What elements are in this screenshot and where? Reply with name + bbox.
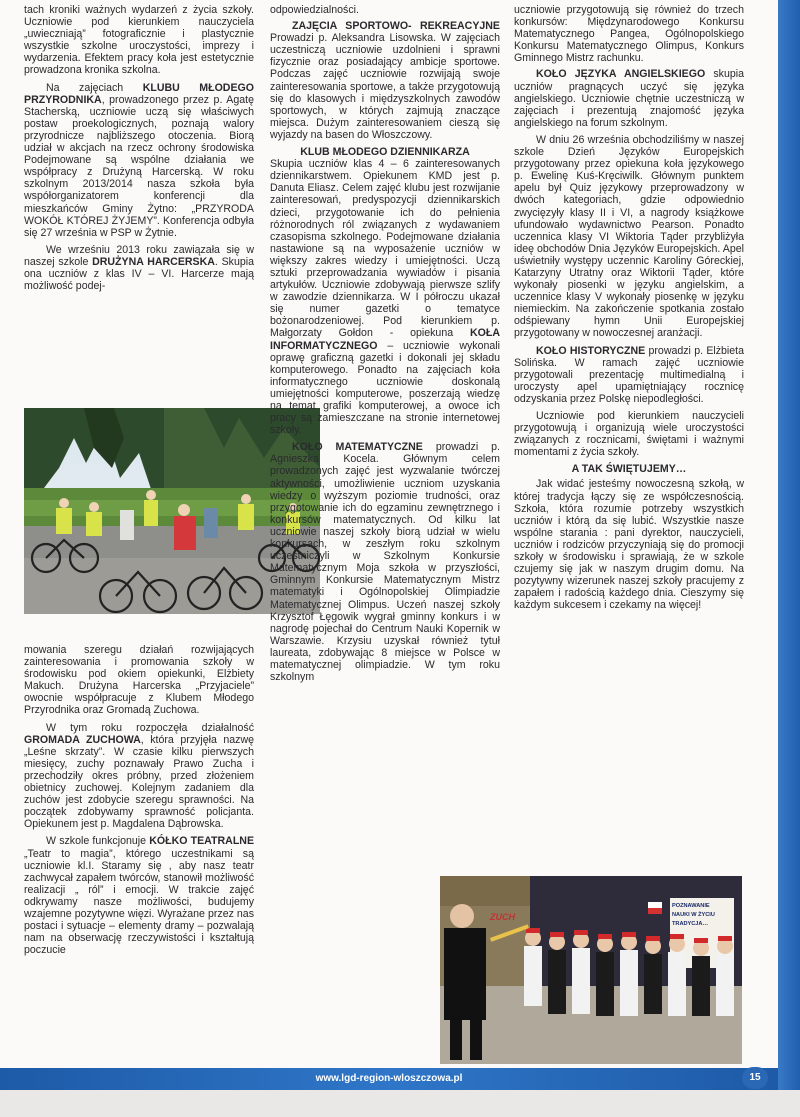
col3-paragraph-3: W dniu 26 września obchodziliśmy w naszej szkole Dzień Języków Europejskich przygotowany przez opiekuna koła językowego p. Ewelinę Kuś-Kręciwilk. Głównym punktem apelu był Quiz językowy przeprowadzony w dwóch kategoriach, gdzie odpowiednio zwycięzyły klasy II i VI, a nagrody książkowe ufundowało wydawnictwo Pearson. Ponadto uczennica klasy VI Wiktoria Tąder przybliżyła ideę obchodów Dnia Języków Europejskich. Apel uświetniły występy uczennic Karoliny Góreckiej, Katarzyny Utratny oraz Wiktorii Tąder, które wykonały piosenki w języku angielskim, a uczennice klasy V wykonały piosenkę w języku niemieckim. Na zakończenie spotkania zostało odśpiewany hymn Unii Europejskiej przygotowany w nowoczesnej aranżacji. <box>514 133 744 340</box>
photo-celebration <box>440 876 742 1064</box>
column-1-continued <box>24 644 254 956</box>
section-heading-celebrate: A TAK ŚWIĘTUJEMY… <box>571 463 687 476</box>
col2-paragraph-4: KOŁO MATEMATYCZNE prowadzi p. Agnieszka Kocela. Głównym celem prowadzonych zajęć jest wyzwalanie twórczej aktywności, umożliwienie uczniom uzyskania wiedzy o wyższym poziomie trudności, oraz przygotowanie ich do egzaminu zewnętrznego i konkursów matematycznych. Od kilku lat uczniowie naszej szkoły biorą udział w wielu konkursach, w zeszłym roku szkolnym uczestniczyli w Szkolnym Konkursie Matematycznym Moja szkoła w przyszłości, Gminnym Konkursie Matematycznym Mistrz matematyki i Ogólnopolskiej Olimpiadzie Matematycznej Olimpus. Uczeń naszej szkoły Krzysztof Łęgowik wygrał gminny konkurs i w nagrodę pojechał do Centrum Nauki Kopernik w Warszawie. Krzysiu uzyskał również tytuł laureata, zdobywając 8 miejsce w Polsce w matematycznej olimpiadzie. W tym roku szkolnym <box>270 441 500 684</box>
club-heading-nature: KLUBU MŁODEGO PRZYRODNIKA <box>24 81 255 106</box>
col3-paragraph-7: Jak widać jesteśmy nowoczesną szkołą, w której tradycja łączy się ze współczesnością. Szkoła, która rozumie potrzeby wszystkich uczniów i którą da się lubić. Wszystkie nasze wspólne starania : pani dyrektor, nauczycieli, uczniów i rodziców przyczyniają się do promocji szkoły w środowisku i sprawiają, że w szkole czujemy się jak w naszym drugim domu. Na pozytywny wizerunek naszej szkoły pracujemy z zapałem i radością każdego dnia. Cieszymy się każdym sukcesem i czekamy na więcej! <box>514 478 744 612</box>
celebration-banner-text: POZNAWANIE NAUKI W ŻYCIU TRADYCJA… <box>672 903 715 927</box>
page-number: 15 <box>742 1067 768 1089</box>
club-heading-journalist: KLUB MŁODEGO DZIENNIKARZA <box>300 146 470 159</box>
club-heading-english: KOŁO JĘZYKA ANGIELSKIEGO <box>536 68 706 81</box>
col1-paragraph-4: mowania szeregu działań rozwijających zainteresowania i promowania szkoły w środowisku pod okiem opiekunki, Elżbiety Makuch. Drużyna Harcerska „Przyjaciele” owocnie współpracuje z Klubem Młodego Przyrodnika oraz Gromadą Zuchowa. <box>24 644 254 717</box>
col2-paragraph-3: Skupia uczniów klas 4 – 6 zainteresowanych dziennikarstwem. Opiekunem KMD jest p. Danuta Eliasz. Celem zajęć klubu jest rozwijanie zainteresowań, predyspozycji dziennikarskich dzieci, przygotowanie ich do pełnienia różnorodnych ról związanych z wydawaniem czasopisma szkolnego. Podejmowane działania nastawione są na wyposażenie uczniów w większy zakres wiedzy i umiejętności. Uczą sztuki przeprowadzania wywiadów i pisania artykułów. Uczniowie zdobywają pierwsze szlify w zawodzie dziennikarza. W I półroczu ukazał się numer gazetki o tematyce bożonarodzeniowej. Pod kierunkiem p. Małgorzaty Gołdon - opiekuna KOŁA INFORMATYCZNEGO – uczniowie wykonali oprawę graficzną gazetki i dokonali jej składu komputerowego. Ponadto na zajęciach koła informatycznego uczniowie doskonalą umiejętności komputerowe, poszerzają wiedzę na temat grafiki komputerowej, a owoce ich pracy są zamieszczane na stronie internetowej szkoły. <box>270 158 500 437</box>
col1-paragraph-5: W tym roku rozpoczęła działalność GROMADA ZUCHOWA, która przyjęła nazwę „Leśne skrzaty”. W czasie kilku pierwszych miesięcy, zuchy poznawały Prawo Zucha i przechodziły okres próbny, przed złożeniem obietnicy zuchowej. Kolejnym zadaniem dla zuchów jest zdobycie szeregu sprawności. Na początek zdobywamy sprawność policjanta. Opiekunem jest p. Magdalena Dąbrowska. <box>24 721 255 831</box>
club-heading-theatre: KÓŁKO TEATRALNE <box>149 835 255 848</box>
column-1 <box>24 4 254 292</box>
col3-paragraph-4: KOŁO HISTORYCZNE prowadzi p. Elżbieta Solińska. W ramach zajęć uczniowie przygotowali prezentację multimedialną i uroczysty apel upamiętniający rocznicę odzyskania przez Polskę niepodległości. <box>514 344 745 405</box>
col3-paragraph-2: KOŁO JĘZYKA ANGIELSKIEGO skupia uczniów pragnących uczyć się języka angielskiego. Uczniowie chętnie uczestniczą w zajęciach i prezentują znajomość języka angielskiego na forum szkolnym. <box>514 68 744 129</box>
club-heading-sports: ZAJĘCIA SPORTOWO- REKREACYJNE <box>292 20 500 33</box>
col1-paragraph-6: W szkole funkcjonuje KÓŁKO TEATRALNE „Teatr to magia”, którego uczestnikami są uczniowie kl.I. Staramy się , aby nasz teatr zachwycał zapałem twórców, stanowił możliwość realizacji „ ról” i emocji. W trakcie zajęć odkrywamy nasze możliwości, budujemy wzajemne pozytywne więzi. Wyrażane przez nas postaci i sytuacje – elementy dramy – pozwalają nam na obserwację rzeczywistości i kształtują poczucie <box>24 835 255 957</box>
col1-paragraph-1: tach kroniki ważnych wydarzeń z życia szkoły. Uczniowie pod kierunkiem nauczyciela „uwieczniają” fotograficznie i plastycznie wszystkie szkolne uroczystości, imprezy i wydarzenia. Efektem pracy koła jest estetycznie prowadzona kronika szkolna. <box>24 4 254 77</box>
club-heading-math: KOŁO MATEMATYCZNE <box>292 441 423 454</box>
club-heading-it: KOŁA INFORMATYCZNEGO <box>270 327 500 352</box>
col1-paragraph-3: We wrześniu 2013 roku zawiązała się w naszej szkole DRUŻYNA HARCERSKA. Skupia ona uczniów z klas IV – VI. Harcerze mają możliwość podej- <box>24 243 254 293</box>
club-heading-scouts: DRUŻYNA HARCERSKA <box>92 255 215 268</box>
club-heading-cubs: GROMADA ZUCHOWA <box>24 733 141 746</box>
page-edge-bar <box>778 0 800 1117</box>
col2-paragraph-1: odpowiedzialności. <box>270 4 359 16</box>
footer-url[interactable]: www.lgd-region-wloszczowa.pl <box>315 1073 463 1084</box>
column-2 <box>270 4 500 683</box>
page-footer <box>0 1068 778 1090</box>
club-heading-history: KOŁO HISTORYCZNE <box>536 344 646 357</box>
col3-paragraph-1: uczniowie przygotowują się również do trzech konkursów: Międzynarodowego Konkursu Matematycznego Pangea, Ogólnopolskiego Konkursu Matematycznego Olimpus, Konkurs Gminnego Mistrz rachunku. <box>514 4 744 65</box>
col1-paragraph-2: Na zajęciach KLUBU MŁODEGO PRZYRODNIKA, prowadzonego przez p. Agatę Stacherską, uczniowie uczą się właściwych postaw proekologicznych, poznają walory przyrodnicze najbliższego otoczenia. Biorą udział w akcjach na rzecz ochrony środowiska Podejmowane są wspólne działania we współpracy z Drużyną Harcerską. W roku szkolnym 2013/2014 nasza szkoła była współorganizatorem konferencji dla mieszkańców Gminy Żytno: „PRZYRODA WOKÓŁ KTÓREJ ŻYJEMY”. Konferencja odbyła się 27 września w PSP w Żytnie. <box>24 81 255 239</box>
celebration-side-text: ZUCH <box>490 912 515 922</box>
page-bottom-margin <box>0 1090 800 1117</box>
col2-paragraph-2: ZAJĘCIA SPORTOWO- REKREACYJNE Prowadzi p. Aleksandra Lisowska. W zajęciach uczestniczą uczniowie uzdolnieni i sprawni fizycznie oraz posiadający ambicje sportowe. Podczas zajęć uczniowie rozwijają swoje zainteresowania sportowe, a także przygotowują się do klasowych i międzyszkolnych zawodów sportowych, w których zajmują znaczące miejsca. Dużym zainteresowaniem cieszą się wyjazdy na basen do Włoszczowy. <box>270 20 500 141</box>
column-3 <box>514 4 744 612</box>
col3-paragraph-5: Uczniowie pod kierunkiem nauczycieli przygotowują i organizują wiele uroczystości związanych z rocznicami, świętami i ważnymi momentami z życia szkoły. <box>514 410 744 459</box>
